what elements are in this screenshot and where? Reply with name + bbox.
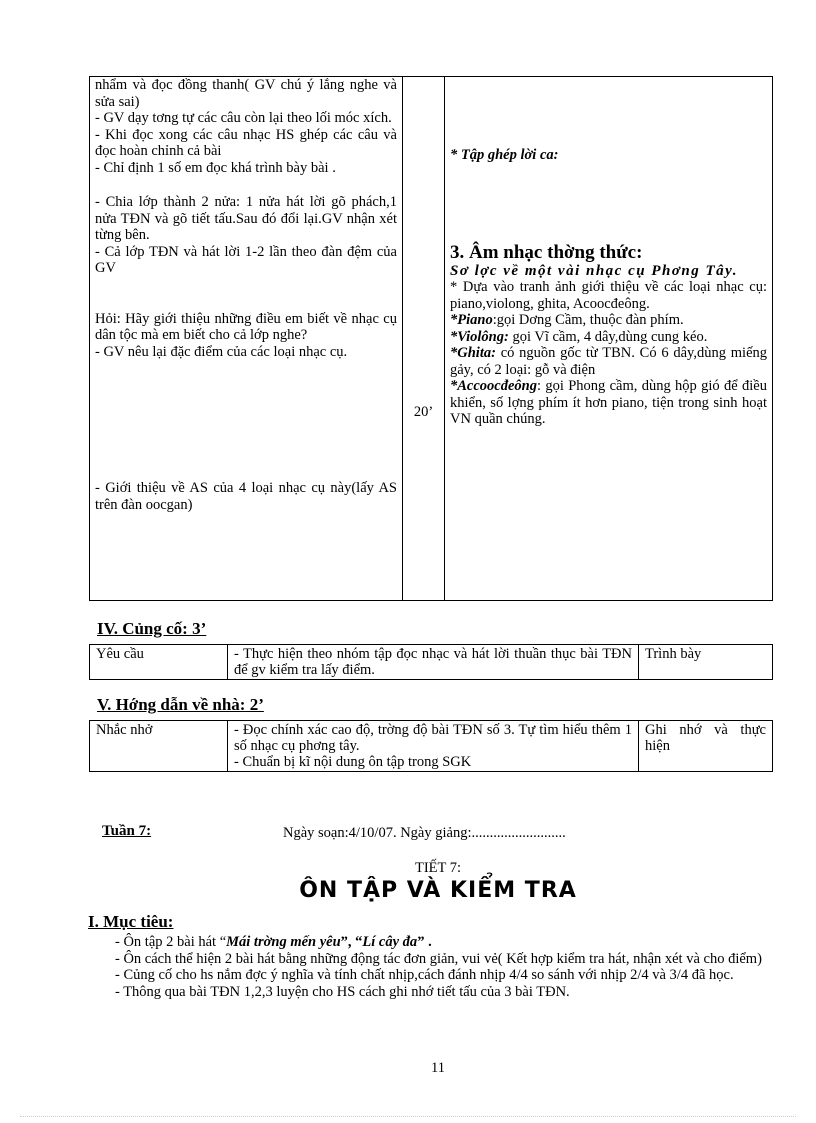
objective-item: - Củng cố cho hs nắm đợc ý nghĩa và tính chất nhịp,cách đánh nhịp 4/4 so sánh với nhịp 2/4 và 3/4 đã học. — [115, 967, 734, 983]
song-title: Mái trờng mến yêu — [226, 934, 341, 950]
homework-table — [89, 720, 773, 772]
objective-item: - Ôn cách thể hiện 2 bài hát bằng những động tác đơn giản, vui vẻ( Kết hợp kiểm tra hát, nhận xét và cho điểm) — [115, 950, 762, 967]
teacher-activity-cell — [90, 77, 403, 601]
requirement-action: Trình bày — [639, 645, 773, 680]
page-bottom-divider — [20, 1116, 796, 1117]
violong-item — [450, 329, 767, 346]
reminder-text — [228, 721, 639, 772]
activity-text: - Chia lớp thành 2 nửa: 1 nửa hát lời gõ phách,1 nửa TĐN và gõ tiết tấu.Sau đó đổi lại.GV nhận xét từng bên. — [95, 194, 397, 243]
week-label: Tuần 7: — [102, 823, 152, 839]
section-subheading: Sơ lợc về một vài nhạc cụ Phơng Tây. — [450, 262, 738, 279]
song-title: Lí cây đa — [362, 934, 418, 950]
objectives-heading: I. Mục tiêu: — [88, 912, 174, 931]
activity-text: - Chỉ định 1 số em đọc khá trình bày bài . — [95, 159, 336, 176]
term-desc: : gọi Phong cầm, dùng hộp gió để điều khiển, số lợng phím ít hơn piano, tiện trong sinh hoạt VN quần chúng. — [450, 378, 767, 427]
time-cell — [403, 77, 445, 601]
activity-text: - GV nêu lại đặc điểm của các loại nhạc cụ. — [95, 343, 348, 360]
lesson-dates: Ngày soạn:4/10/07. Ngày giảng:.......................... — [283, 825, 566, 841]
time-value: 20’ — [413, 404, 434, 420]
term: *Violông: — [450, 328, 509, 345]
piano-item — [450, 312, 767, 329]
page-number: 11 — [431, 1060, 445, 1076]
activity-text: - Khi đọc xong các câu nhạc HS ghép các câu và đọc hoàn chỉnh cả bài — [95, 126, 397, 159]
requirement-label: Yêu cầu — [90, 645, 228, 680]
objective-text: - Ôn tập 2 bài hát “ — [115, 934, 227, 950]
activity-text: - Giới thiệu về AS của 4 loại nhạc cụ này(lấy AS trên đàn oocgan) — [95, 480, 397, 513]
objectives-list — [97, 934, 765, 1000]
term-desc: :gọi Dơng Cầm, thuộc đàn phím. — [492, 312, 684, 328]
lesson-number: TIẾT 7: — [414, 860, 462, 876]
term-desc: gọi Vĩ cầm, 4 dây,dùng cung kéo. — [508, 328, 708, 345]
content-cell — [445, 77, 773, 601]
ghita-item — [450, 345, 767, 378]
requirement-text: - Thực hiện theo nhóm tập đọc nhạc và hát lời thuần thục bài TĐN để gv kiểm tra lấy điểm. — [228, 645, 639, 680]
section-4-heading: IV. Củng cố: 3’ — [97, 619, 207, 638]
term: *Accoocđeông — [450, 378, 537, 394]
lesson-activity-table — [89, 76, 773, 601]
reminder-action: Ghi nhớ và thực hiện — [639, 721, 773, 772]
consolidation-table — [89, 644, 773, 680]
lesson-title: ÔN TẬP VÀ KIỂM TRA — [299, 878, 577, 903]
section-5-heading: V. Hớng dẫn về nhà: 2’ — [97, 695, 264, 714]
reminder-line: - Đọc chính xác cao độ, trờng độ bài TĐN số 3. Tự tìm hiểu thêm 1 số nhạc cụ phơng tây. — [234, 722, 632, 754]
activity-text: nhẩm và đọc đồng thanh( GV chú ý lắng nghe và sửa sai) — [95, 77, 397, 110]
section-label: * Tập ghép lời ca: — [450, 147, 559, 163]
objective-item — [97, 934, 765, 951]
activity-text: - GV dạy tơng tự các câu còn lại theo lối móc xích. — [95, 110, 392, 126]
reminder-label: Nhắc nhở — [90, 721, 228, 772]
section-heading: 3. Âm nhạc thờng thức: — [450, 241, 643, 263]
term-desc: có nguồn gốc từ TBN. Có 6 dây,dùng miếng gảy, có 2 loại: gỗ và điện — [450, 345, 767, 378]
accordion-item — [450, 378, 767, 428]
objective-text: ”, “ — [340, 934, 363, 950]
objective-item: - Thông qua bài TĐN 1,2,3 luyện cho HS cách ghi nhớ tiết tấu của 3 bài TĐN. — [115, 983, 570, 1000]
term: *Piano — [450, 312, 493, 328]
term: *Ghita: — [450, 345, 496, 361]
reminder-line: - Chuẩn bị kĩ nội dung ôn tập trong SGK — [234, 754, 472, 770]
activity-text: Hỏi: Hãy giới thiệu những điều em biết về nhạc cụ dân tộc mà em biết cho cả lớp nghe? — [95, 310, 397, 343]
content-text: * Dựa vào tranh ảnh giới thiệu về các loại nhạc cụ: piano,violong, ghita, Acoocđeông. — [450, 279, 767, 312]
objective-text: ” . — [417, 934, 432, 950]
activity-text: - Cả lớp TĐN và hát lời 1-2 lần theo đàn đệm của GV — [95, 243, 397, 276]
